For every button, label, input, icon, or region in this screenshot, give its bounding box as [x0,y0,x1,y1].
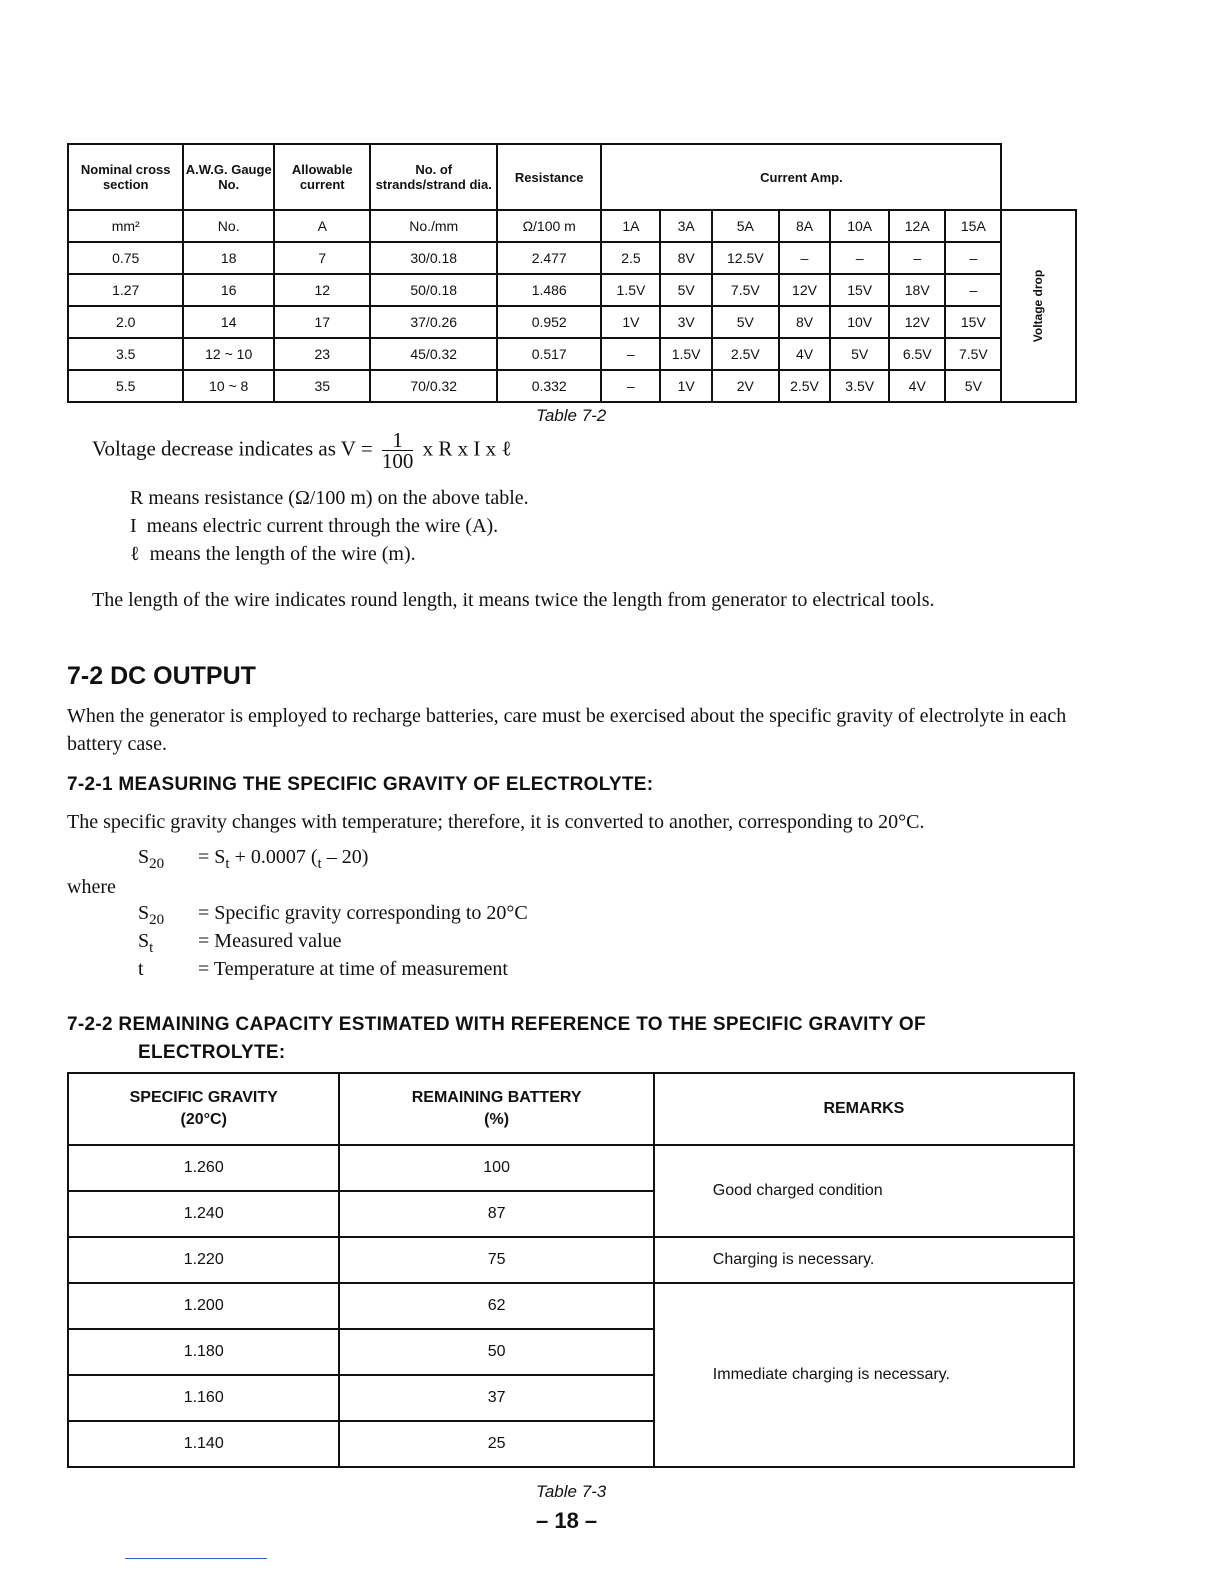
cell: 12V [889,306,945,338]
formula-fraction [382,430,414,471]
cell: 45/0.32 [370,338,496,370]
header-cell: Allowable current [274,144,371,210]
cell: 1.140 [68,1421,339,1467]
definition-i: I means electric current through the wire (A). [130,515,499,537]
cell: 37 [339,1375,653,1421]
eq-lhs-sub: 20 [149,856,165,872]
cell: 3.5 [68,338,183,370]
section-title: 7-2 DC OUTPUT [67,662,256,690]
cell: 15V [945,306,1001,338]
cell: 15V [830,274,889,306]
table-header-row [68,144,1076,210]
cell: 35 [274,370,371,402]
cell: 12 [274,274,371,306]
table-row [68,1283,1074,1329]
unit-cell: No./mm [370,210,496,242]
eq-lhs: S [138,846,150,868]
cell: 62 [339,1283,653,1329]
table-row [68,370,1076,402]
cell: 5.5 [68,370,183,402]
term-sub: t [149,940,154,956]
cell: 6.5V [889,338,945,370]
cell: 14 [183,306,274,338]
unit-cell: 12A [889,210,945,242]
cell: 3V [660,306,711,338]
term-row [138,958,638,986]
term-desc: = Measured value [198,930,342,952]
header-cell: No. of strands/strand dia. [370,144,496,210]
table-7-2-caption: Table 7-2 [536,406,607,425]
cell: 75 [339,1237,653,1283]
cell: 1.160 [68,1375,339,1421]
term-symbol: S [138,902,150,924]
cell: 50/0.18 [370,274,496,306]
term-desc: = Temperature at time of measurement [198,958,508,980]
term-row [138,902,638,930]
cell: 5V [945,370,1001,402]
cell: 12 ~ 10 [183,338,274,370]
length-note: The length of the wire indicates round length, it means twice the length from generator to electrical tools. [92,589,935,611]
term-symbol: t [138,958,144,980]
table-row [68,1237,1074,1283]
formula-numerator: 1 [382,430,414,451]
cell: – [601,370,660,402]
cell: 2.0 [68,306,183,338]
table-7-3-caption: Table 7-3 [536,1482,607,1501]
voltage-formula [92,430,511,471]
cell: 1.180 [68,1329,339,1375]
cell: 1.5V [660,338,711,370]
cell: 1.200 [68,1283,339,1329]
cell: 1.240 [68,1191,339,1237]
section-intro: When the generator is employed to recharge batteries, care must be exercised about the specific gravity of electrolyte in each battery case. [67,705,1067,755]
term-desc: = Specific gravity corresponding to 20°C [198,902,528,924]
cell: 4V [889,370,945,402]
cell: 8V [660,242,711,274]
subsection-2-title-line1: 7-2-2 REMAINING CAPACITY ESTIMATED WITH REFERENCE TO THE SPECIFIC GRAVITY OF [67,1014,926,1035]
cell: 30/0.18 [370,242,496,274]
wire-voltage-drop-table [67,143,1077,403]
cell: 5V [830,338,889,370]
footer-rule [125,1558,267,1559]
cell: 0.952 [497,306,602,338]
cell: 5V [660,274,711,306]
cell: 50 [339,1329,653,1375]
cell: 1.486 [497,274,602,306]
cell: 2V [712,370,779,402]
term-symbol: S [138,930,150,952]
term-row [138,930,638,958]
cell: 12.5V [712,242,779,274]
cell: 3.5V [830,370,889,402]
cell: 87 [339,1191,653,1237]
cell: 25 [339,1421,653,1467]
cell: – [830,242,889,274]
unit-cell: mm² [68,210,183,242]
battery-capacity-table [67,1072,1075,1468]
header-cell: A.W.G. Gauge No. [183,144,274,210]
header-remaining-battery: REMAINING BATTERY [411,1089,582,1106]
unit-cell: 1A [601,210,660,242]
unit-cell: No. [183,210,274,242]
unit-cell: 5A [712,210,779,242]
unit-cell: Ω/100 m [497,210,602,242]
table-row [68,338,1076,370]
cell: 2.5V [712,338,779,370]
unit-cell: 10A [830,210,889,242]
cell: 7.5V [945,338,1001,370]
subsection-1-intro: The specific gravity changes with temperature; therefore, it is converted to another, corresponding to 20°C. [67,811,925,833]
eq-rhs-tail: + 0.0007 ( [229,846,318,868]
cell: 1.260 [68,1145,339,1191]
term-sub: 20 [149,912,165,928]
cell: 4V [779,338,830,370]
where-label: where [67,876,116,898]
cell: 1.5V [601,274,660,306]
definition-r: R means resistance (Ω/100 m) on the above table. [130,487,529,509]
cell: 100 [339,1145,653,1191]
table-row [68,306,1076,338]
cell: 23 [274,338,371,370]
cell: 1.27 [68,274,183,306]
header-cell-current-amp: Current Amp. [601,144,1001,210]
formula-prefix: Voltage decrease indicates as V = [92,436,373,461]
header-temp: (20°C) [180,1111,227,1128]
cell: – [889,242,945,274]
cell: 2.477 [497,242,602,274]
remark-cell: Good charged condition [654,1145,1074,1237]
cell: 2.5V [779,370,830,402]
cell: 0.517 [497,338,602,370]
header-percent: (%) [484,1111,510,1128]
unit-cell: 3A [660,210,711,242]
table-row [68,242,1076,274]
table-row [68,274,1076,306]
cell: 1.220 [68,1237,339,1283]
definition-l: ℓ means the length of the wire (m). [130,543,416,565]
eq-rhs-end: – 20) [321,846,369,868]
cell: 2.5 [601,242,660,274]
header-cell [68,1073,339,1145]
cell: – [945,242,1001,274]
remark-cell: Immediate charging is necessary. [654,1283,1074,1467]
table-header-row [68,1073,1074,1145]
gravity-equation [138,846,538,874]
unit-cell: A [274,210,371,242]
eq-rhs-t: t [317,856,322,872]
cell: 10V [830,306,889,338]
cell: 8V [779,306,830,338]
cell: 12V [779,274,830,306]
cell: 0.75 [68,242,183,274]
formula-suffix: x R x I x ℓ [422,436,512,461]
subsection-1-title: 7-2-1 MEASURING THE SPECIFIC GRAVITY OF ELECTROLYTE: [67,774,654,795]
remark-cell: Charging is necessary. [654,1237,1074,1283]
units-row [68,210,1076,242]
formula-denominator: 100 [381,449,414,473]
header-cell: REMARKS [654,1073,1074,1145]
header-cell [339,1073,653,1145]
cell: 16 [183,274,274,306]
table-row [68,1145,1074,1191]
blank-corner [1001,144,1076,210]
cell: 37/0.26 [370,306,496,338]
subsection-2-title-line2: ELECTROLYTE: [138,1042,286,1063]
eq-rhs-sub: t [225,856,230,872]
cell: 5V [712,306,779,338]
header-cell: Resistance [497,144,602,210]
eq-rhs: = S [198,846,226,868]
cell: 7 [274,242,371,274]
cell: 70/0.32 [370,370,496,402]
cell: – [779,242,830,274]
page-number: – 18 – [536,1508,598,1533]
unit-cell: 8A [779,210,830,242]
cell: 0.332 [497,370,602,402]
voltage-drop-label: Voltage drop [1031,269,1046,343]
header-specific-gravity: SPECIFIC GRAVITY [129,1089,278,1106]
unit-cell: 15A [945,210,1001,242]
cell: 10 ~ 8 [183,370,274,402]
cell: 17 [274,306,371,338]
cell: 1V [660,370,711,402]
cell: – [601,338,660,370]
cell: 18 [183,242,274,274]
cell: 7.5V [712,274,779,306]
cell: 1V [601,306,660,338]
voltage-drop-label-cell [1001,210,1076,402]
cell: 18V [889,274,945,306]
cell: – [945,274,1001,306]
header-cell: Nominal cross section [68,144,183,210]
